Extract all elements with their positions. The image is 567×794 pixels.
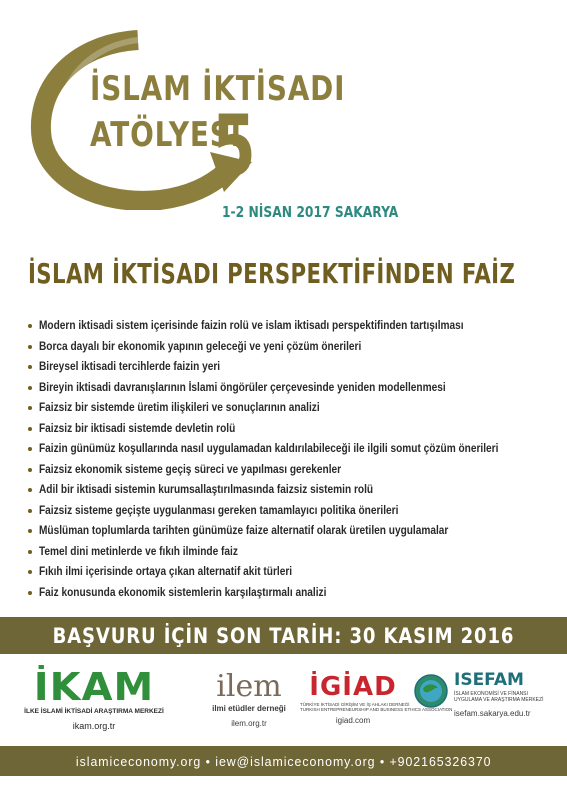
- bullet-icon: [28, 570, 32, 574]
- topic-item: [28, 398, 548, 419]
- topic-text: Bireyin iktisadi davranışlarının İslami öngörüler çerçevesinde yeniden modellenmesi: [39, 381, 446, 394]
- topic-item: [28, 378, 548, 399]
- bullet-icon: [28, 488, 32, 492]
- deadline-text: BAŞVURU İÇİN SON TARİH: 30 KASIM 2016: [52, 623, 515, 648]
- event-title-line1: İSLAM İKTİSADI: [90, 69, 346, 109]
- topic-item: [28, 439, 548, 460]
- partner-logos: [0, 660, 567, 740]
- ilem-logo-mark: ilem: [216, 669, 282, 704]
- main-heading: İSLAM İKTİSADI PERSPEKTİFİNDEN FAİZ: [28, 257, 516, 290]
- deadline-banner: [0, 617, 567, 654]
- isefam-url[interactable]: isefam.sakarya.edu.tr: [454, 709, 531, 718]
- bullet-icon: [28, 447, 32, 451]
- igiad-subtitle: TÜRKİYE İKTİSADİ GİRİŞİM VE İŞ AHLAKI DERNEĞİ: [300, 702, 410, 707]
- bullet-icon: [28, 386, 32, 390]
- bullet-icon: [28, 550, 32, 554]
- topic-item: [28, 480, 548, 501]
- bullet-icon: [28, 365, 32, 369]
- ikam-logo-mark: İKAM: [33, 665, 155, 709]
- topic-text: Adil bir iktisadi sistemin kurumsallaştırılmasında faizsiz sistemin rolü: [39, 484, 374, 497]
- ikam-subtitle: İLKE İSLAMİ İKTİSADİ ARAŞTIRMA MERKEZİ: [24, 708, 164, 715]
- topic-text: Faizin günümüz koşullarında nasıl uygulamadan kaldırılabileceği ile ilgili somut çözüm önerileri: [39, 443, 499, 456]
- topic-item: [28, 460, 548, 481]
- footer-contact-text: islamiceconomy.org • iew@islamiceconomy.org • +902165326370: [75, 753, 492, 769]
- contact-footer: [0, 746, 567, 776]
- ilem-logo[interactable]: [204, 669, 294, 728]
- bullet-icon: [28, 406, 32, 410]
- isefam-subtitle: İSLAM EKONOMİSİ VE FİNANSI: [454, 691, 528, 697]
- bullet-icon: [28, 529, 32, 533]
- topic-item: [28, 521, 548, 542]
- event-date-location: 1-2 NİSAN 2017 SAKARYA: [222, 203, 399, 221]
- ikam-url[interactable]: ikam.org.tr: [72, 721, 116, 731]
- topic-item: [28, 337, 548, 358]
- isefam-subtitle-2: UYGULAMA VE ARAŞTIRMA MERKEZİ: [454, 697, 544, 703]
- bullet-icon: [28, 427, 32, 431]
- isefam-logo-mark: ISEFAM: [454, 670, 524, 690]
- isefam-logo[interactable]: [414, 672, 554, 718]
- topic-text: Borca dayalı bir ekonomik yapının geleceği ve yeni çözüm önerileri: [39, 340, 362, 353]
- topic-text: Faiz konusunda ekonomik sistemlerin karşılaştırmalı analizi: [39, 586, 327, 599]
- topic-item: [28, 542, 548, 563]
- bullet-icon: [28, 468, 32, 472]
- ikam-logo[interactable]: [24, 665, 164, 731]
- event-header: [0, 0, 567, 240]
- bullet-icon: [28, 591, 32, 595]
- topic-item: [28, 501, 548, 522]
- topic-item: [28, 316, 548, 337]
- igiad-subtitle-en: TURKISH ENTREPRENEURSHIP AND BUSINESS ETHICS ASSOCIATION: [300, 707, 453, 712]
- ilem-subtitle: ilmi etüdler derneği: [212, 704, 286, 713]
- bullet-icon: [28, 324, 32, 328]
- event-title-line2: ATÖLYESİ: [90, 115, 242, 155]
- event-edition-number: 5: [212, 97, 256, 195]
- bullet-icon: [28, 509, 32, 513]
- topic-text: Faizsiz sisteme geçişte uygulanması gereken tamamlayıcı politika önerileri: [39, 504, 399, 517]
- topic-list: [28, 316, 548, 603]
- igiad-logo-mark: İGİAD: [309, 672, 397, 702]
- topic-text: Modern iktisadi sistem içerisinde faizin rolü ve islam iktisadı perspektifinden tartışılması: [39, 320, 464, 333]
- topic-text: Müslüman toplumlarda tarihten günümüze faize alternatif olarak üretilen uygulamalar: [39, 525, 449, 538]
- topic-text: Bireysel iktisadi tercihlerde faizin yeri: [39, 361, 221, 374]
- topic-item: [28, 583, 548, 604]
- topic-item: [28, 357, 548, 378]
- topic-text: Faizsiz bir sistemde üretim ilişkileri ve sonuçlarının analizi: [39, 402, 320, 415]
- isefam-globe-icon: [414, 674, 448, 708]
- topic-text: Fıkıh ilmi içerisinde ortaya çıkan alternatif akit türleri: [39, 566, 293, 579]
- igiad-logo[interactable]: [300, 672, 453, 725]
- topic-text: Temel dini metinlerde ve fıkıh ilminde faiz: [39, 545, 238, 558]
- topic-text: Faizsiz ekonomik sisteme geçiş süreci ve yapılması gerekenler: [39, 463, 342, 476]
- igiad-url[interactable]: igiad.com: [335, 716, 371, 725]
- ilem-url[interactable]: ilem.org.tr: [231, 719, 267, 728]
- topic-item: [28, 562, 548, 583]
- topic-text: Faizsiz bir iktisadi sistemde devletin rolü: [39, 422, 236, 435]
- bullet-icon: [28, 345, 32, 349]
- topic-item: [28, 419, 548, 440]
